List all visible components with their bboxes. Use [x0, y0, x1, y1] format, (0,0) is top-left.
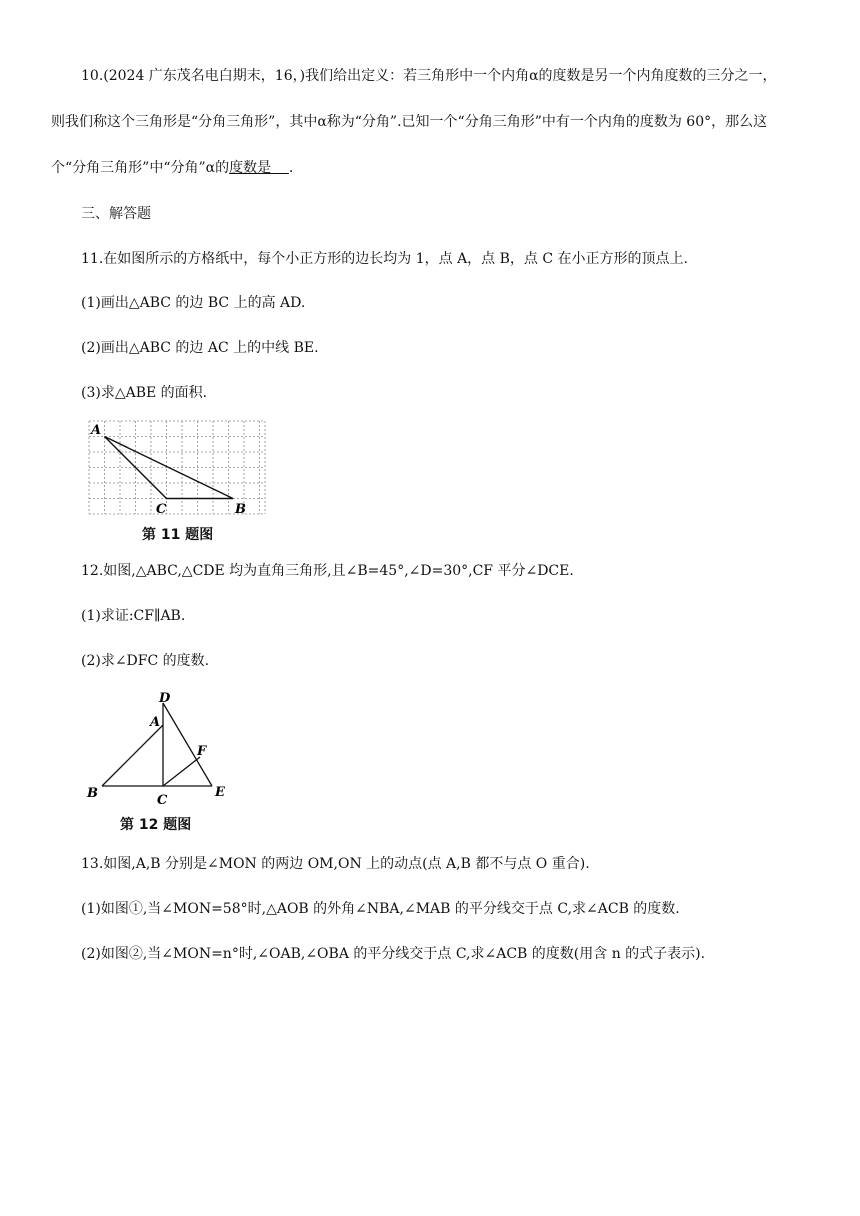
q11-figure-caption: 第 11 题图: [142, 527, 214, 543]
q11-grid: [89, 421, 265, 514]
q11-grid-figure: [84, 416, 270, 524]
q12-label-e: E: [215, 785, 225, 800]
q10-line-3-suffix: .: [288, 160, 294, 176]
q13-part-2: (2)如图②,当∠MON=n°时,∠OAB,∠OBA 的平分线交于点 C,求∠ACB 的度数(用含 n 的式子表示).: [81, 946, 706, 962]
q11-label-a: A: [91, 423, 102, 438]
q12-label-d: D: [159, 691, 171, 706]
q12-label-b: B: [87, 786, 98, 801]
q12-figure: [84, 686, 234, 810]
q12-segment-cf: [163, 757, 200, 786]
q11-label-b: B: [235, 502, 246, 517]
q10-line-1: 10.(2024 广东茂名电白期末，16，)我们给出定义：若三角形中一个内角α的度数是另一个内角度数的三分之一，: [81, 68, 777, 84]
q10-line-3-prefix: 个“分角三角形”中“分角”α的: [51, 160, 230, 176]
q12-figure-caption: 第 12 题图: [120, 817, 192, 833]
q12-part-1: (1)求证:CF∥AB.: [81, 608, 186, 624]
q12-part-2: (2)求∠DFC 的度数.: [81, 653, 210, 669]
q11-stem: 11.在如图所示的方格纸中，每个小正方形的边长均为 1，点 A，点 B，点 C 在小正方形的顶点上.: [81, 251, 688, 267]
q13-stem: 13.如图,A,B 分别是∠MON 的两边 OM,ON 上的动点(点 A,B 都不与点 O 重合).: [81, 856, 590, 872]
q12-segment-ba: [102, 725, 163, 786]
q11-part-1: (1)画出△ABC 的边 BC 上的高 AD.: [81, 295, 306, 311]
section-heading: 三、解答题: [81, 206, 151, 222]
q12-label-a: A: [150, 715, 161, 730]
q10-line-3: [51, 159, 293, 177]
q13-part-1: (1)如图①,当∠MON=58°时,△AOB 的外角∠NBA,∠MAB 的平分线交于点 C,求∠ACB 的度数.: [81, 901, 680, 917]
q12-label-f: F: [197, 744, 207, 759]
q12-label-c: C: [157, 793, 168, 808]
q10-underlined-text: 度数是: [229, 160, 272, 176]
q11-part-2: (2)画出△ABC 的边 AC 上的中线 BE.: [81, 340, 319, 356]
q11-label-c: C: [156, 502, 167, 517]
q12-stem: 12.如图,△ABC,△CDE 均为直角三角形,且∠B=45°,∠D=30°,CF 平分∠DCE.: [81, 563, 574, 579]
q10-line-2: 则我们称这个三角形是“分角三角形”，其中α称为“分角”.已知一个“分角三角形”中有一个内角的度数为 60°，那么这: [51, 114, 768, 130]
q11-part-3: (3)求△ABE 的面积.: [81, 385, 208, 401]
q10-answer-blank: [271, 160, 289, 176]
